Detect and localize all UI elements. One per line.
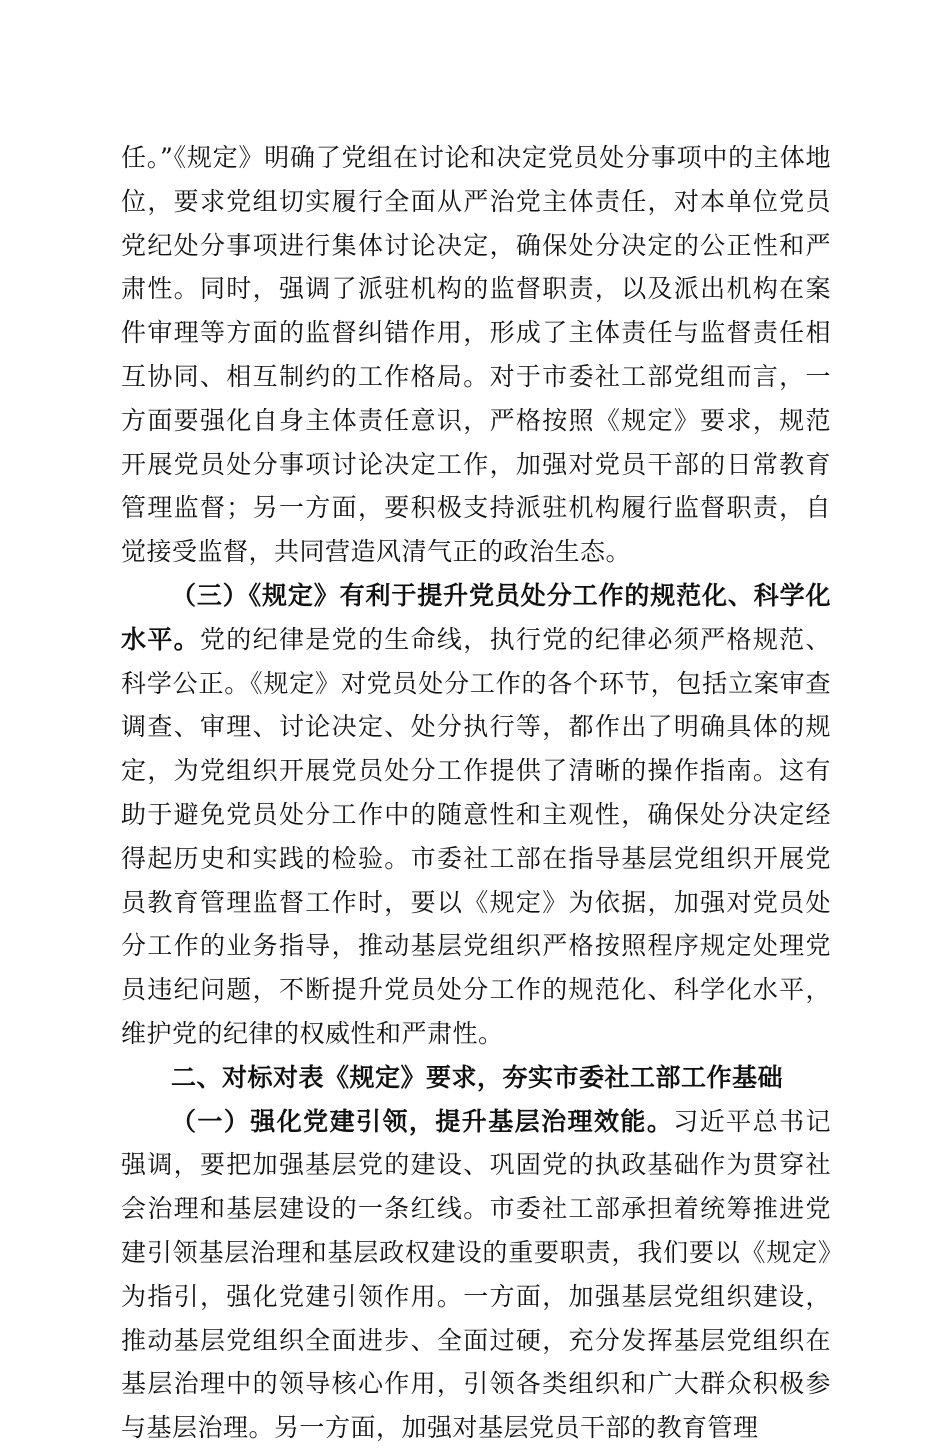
section-heading: 二、对标对表《规定》要求，夯实市委社工部工作基础 <box>171 1062 784 1092</box>
paragraph-3-text: 习近平总书记强调，要把加强基层党的建设、巩固党的执政基础作为贯穿社会治理和基层建设的一条红线。市委社工部承担着统筹推进党建引领基层治理和基层政权建设的重要职责，我们要以《规定》为指引，强化党建引领作用。一方面，加强基层党组织建设，推动基层党组织全面进步、全面过硬，充分发挥基层党组织在基层治理中的领导核心作用，引领各类组织和广大群众积极参与基层治理。另一方面，加强对基层党员干部的教育管理 <box>121 1106 831 1443</box>
paragraph-3-lead: （一）强化党建引领，提升基层治理效能。 <box>171 1106 674 1136</box>
paragraph-2 <box>121 574 831 1056</box>
document-body <box>121 136 831 1450</box>
paragraph-2-text: 党的纪律是党的生命线，执行党的纪律必须严格规范、科学公正。《规定》对党员处分工作的各个环节，包括立案审查调查、审理、讨论决定、处分执行等，都作出了明确具体的规定，为党组织开展党员处分工作提供了清晰的操作指南。这有助于避免党员处分工作中的随意性和主观性，确保处分决定经得起历史和实践的检验。市委社工部在指导基层党组织开展党员教育管理监督工作时，要以《规定》为依据，加强对党员处分工作的业务指导，推动基层党组织严格按照程序规定处理党员违纪问题，不断提升党员处分工作的规范化、科学化水平，维护党的纪律的权威性和严肃性。 <box>121 624 831 1048</box>
paragraph-1 <box>121 136 831 574</box>
paragraph-1-text: 任。”《规定》明确了党组在讨论和决定党员处分事项中的主体地位，要求党组切实履行全面从严治党主体责任，对本单位党员党纪处分事项进行集体讨论决定，确保处分决定的公正性和严肃性。同时，强调了派驻机构的监督职责，以及派出机构在案件审理等方面的监督纠错作用，形成了主体责任与监督责任相互协同、相互制约的工作格局。对于市委社工部党组而言，一方面要强化自身主体责任意识，严格按照《规定》要求，规范开展党员处分事项讨论决定工作，加强对党员干部的日常教育管理监督；另一方面，要积极支持派驻机构履行监督职责，自觉接受监督，共同营造风清气正的政治生态。 <box>121 143 831 567</box>
paragraph-3 <box>121 1100 831 1450</box>
paragraph-2-lead: （三）《规定》有利于提升党员处分工作的规范化、科学化水平。 <box>121 580 831 654</box>
